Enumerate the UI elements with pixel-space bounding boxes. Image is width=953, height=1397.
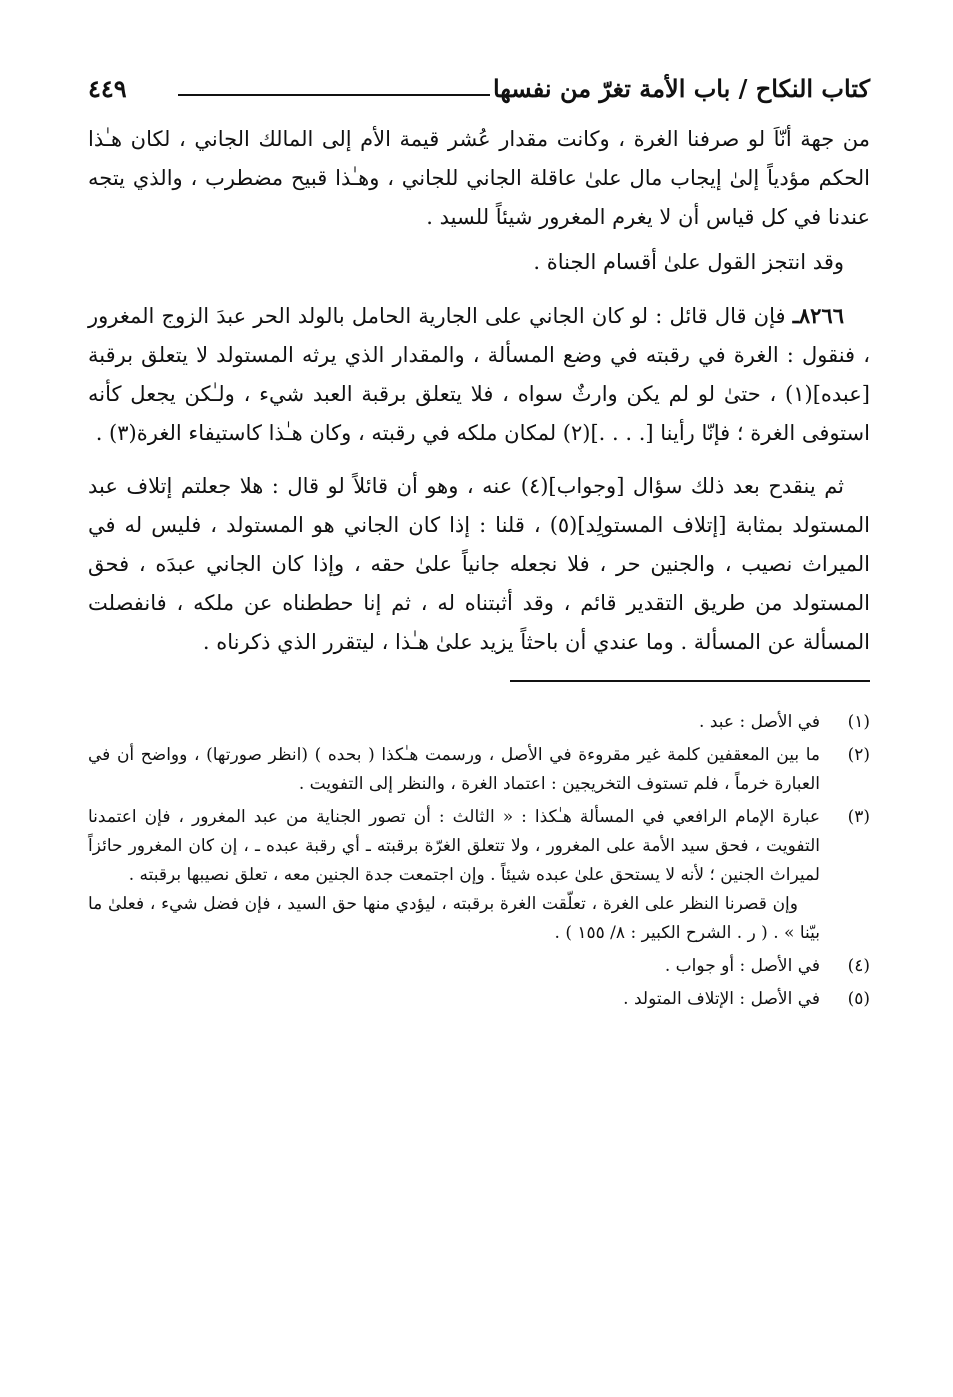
footnote-paragraph: في الأصل : الإتلاف المتولد . (623, 989, 820, 1009)
paragraph-continuation: من جهة أنّاَ لو صرفنا الغرة ، وكانت مقدار عُشر قيمة الأم إلى المالك الجاني ، لكان هـٰذا الحكم مؤدياً إلىٰ إيجاب مال علىٰ عاقلة الجاني للجاني ، وهـٰذا قبيح مضطرب ، والذي يتجه عندنا في كل قياس أن لا يغرم المغرور شيئاً للسيد . (88, 127, 870, 229)
numbered-paragraph (88, 296, 870, 453)
footnote (88, 708, 870, 737)
footnotes (88, 708, 870, 1014)
footnote-separator (510, 680, 870, 682)
paragraph-number: ٨٢٦٦ـ (792, 303, 844, 328)
footnote-label: (٤) (847, 956, 870, 976)
footnote-paragraph: عبارة الإمام الرافعي في المسألة هـٰكذا : « الثالث : أن تصور الجناية من عبد المغرور ، فإن اعتمدنا التفويت ، فحق سيد الأمة على المغرور ، ولا تتعلق الغرّة برقبته ـ أي رقبة عبده ـ ، إن كان المغرور حائزاً لميراث الجنين ؛ لأنه لا يستحق علىٰ عبده شيئاً . وإن اجتمعت جدة الجنين معه ، تعلق نصيبها برقبته . (88, 807, 820, 885)
footnote-paragraph: ما بين المعقفين كلمة غير مقروءة في الأصل ، ورسمت هـٰكذا ( بحده ) (انظر صورتها) ، وواضح أن في العبارة خرماً ، فلم تستوف التخريجين : اعتماد الغرة ، والنظر إلى التفويت . (88, 745, 820, 794)
running-header (88, 70, 870, 114)
footnote-text (88, 985, 820, 1014)
footnote (88, 803, 870, 948)
page-number: ٤٤٩ (88, 74, 127, 103)
footnote-label: (١) (847, 712, 870, 732)
footnote-paragraph: في الأصل : عبد . (699, 712, 820, 732)
footnote-text (88, 803, 820, 948)
footnote-paragraph: وإن قصرنا النظر على الغرة ، تعلّقت الغرة برقبته ، ليؤدي منها حق السيد ، فإن فضل شيء ، فعلىٰ ما بيّنا » . ( ر . الشرح الكبير : ٨/ ١٥٥ ) . (88, 894, 820, 943)
paragraph: وقد انتجز القول علىٰ أقسام الجناة . (533, 250, 844, 274)
main-text (88, 120, 870, 662)
footnote-label: (٣) (847, 807, 870, 827)
footnote-label: (٢) (847, 745, 870, 765)
footnote (88, 741, 870, 799)
footnote (88, 985, 870, 1014)
running-header-title: كتاب النكاح / باب الأمة تغرّ من نفسها (492, 74, 870, 103)
footnote-text (88, 741, 820, 799)
document-page (88, 70, 870, 1018)
paragraph: ثم ينقدح بعد ذلك سؤال [وجواب](٤) عنه ، وهو أن قائلاً لو قال : هلا جعلتم إتلاف عبد المستولد بمثابة [إتلاف المستولِد](٥) ، قلنا : إذا كان الجاني هو المستولد ، فليس له في الميراث نصيب ، والجنين حر ، فلا نجعله جانياً علىٰ حقه ، وإذا كان الجاني عبدَه ، فحق المستولد من طريق التقدير قائم ، وقد أثبتناه له ، ثم إنا حططناه عن ملكه ، فانفصلت المسألة عن المسألة . وما عندي أن باحثاً يزيد علىٰ هـٰذا ، ليتقرر الذي ذكرناه . (88, 474, 870, 654)
paragraph-text: فإن قال قائل : لو كان الجاني على الجارية الحامل بالولد الحر عبدَ الزوج المغرور ، فنقول : الغرة في رقبته في وضع المسألة ، والمقدار الذي يرثه المستولد لا يتعلق برقبة [عبده](١) ، حتىٰ لو لم يكن وارثٌ سواه ، فلا يتعلق برقبة العبد شيء ، ولـٰكن يجعل كأنه استوفى الغرة ؛ فإنّا رأينا [. . . .](٢) لمكان ملكه في رقبته ، وكان هـٰذا كاستيفاء الغرة(٣) . (88, 304, 870, 445)
footnote-label: (٥) (847, 989, 870, 1009)
footnote-text (88, 952, 820, 981)
header-rule (178, 94, 490, 96)
footnote-paragraph: في الأصل : أو جواب . (664, 956, 820, 976)
footnote-text (88, 708, 820, 737)
footnote (88, 952, 870, 981)
